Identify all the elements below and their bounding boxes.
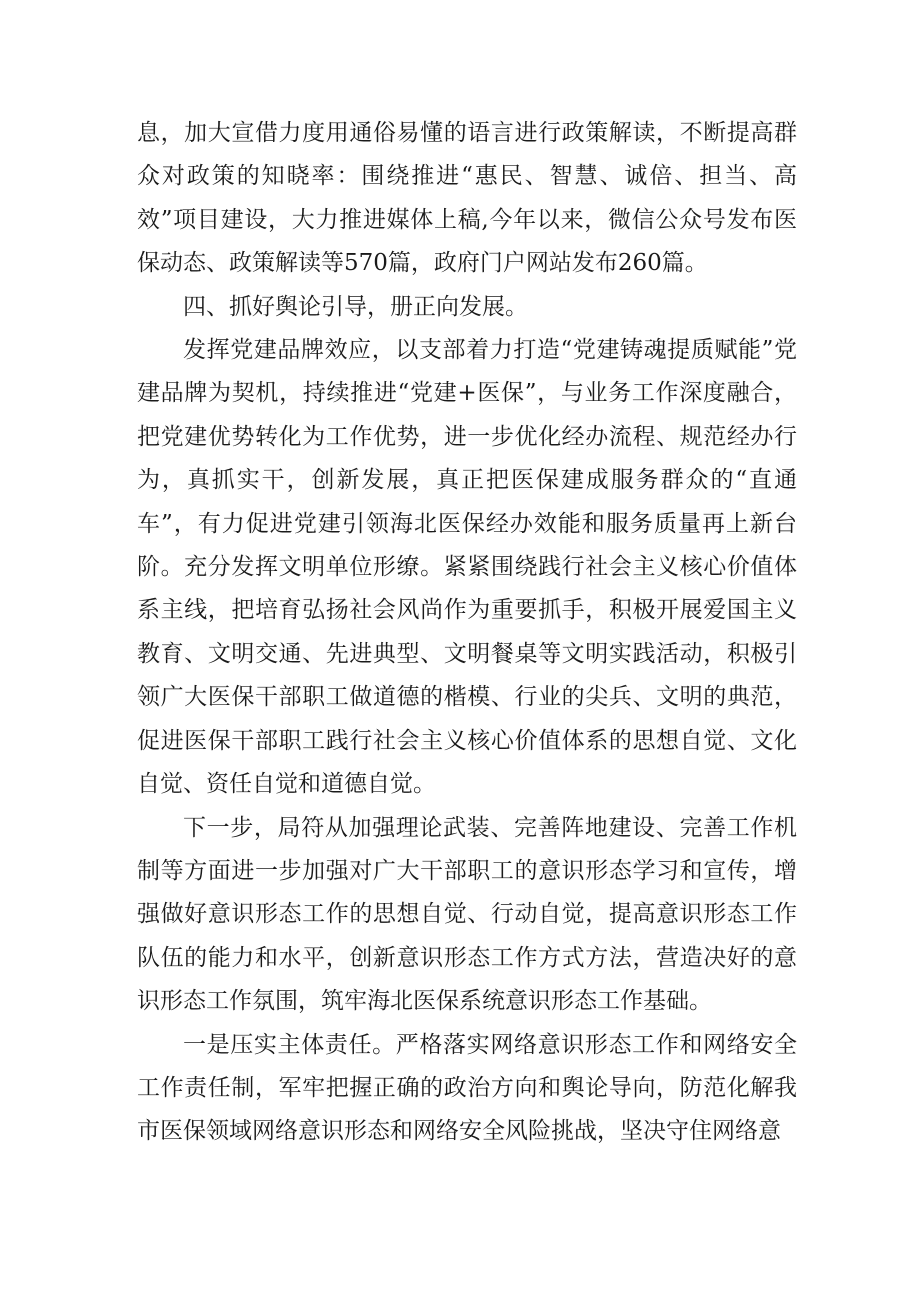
section-heading-four: 四、抓好舆论引导，册正向发展。 — [183, 293, 528, 320]
paragraph-continuation: 息，加大宣借力度用通俗易懂的语言进行政策解读，不断提高群众对政策的知晓率：围绕推进“惠民、智慧、诚倍、担当、高效”项目建设，大力推进媒体上稿,今年以来，微信公众号发布医保动态、政策解读等570篇，政府门户网站发布260篇。 — [137, 120, 797, 277]
paragraph-next-steps: 下一步，局符从加强理论武装、完善阵地建设、完善工作机制等方面进一步加强对广大干部职工的意识形态学习和宣传，增强做好意识形态工作的思想自觉、行动自觉，提高意识形态工作队伍的能力和水平，创新意识形态工作方式方法，营造决好的意识形态工作氛围，筑牢海北医保系统意识形态工作基础。 — [137, 814, 797, 1015]
document-body — [137, 112, 797, 1154]
paragraph-main-responsibility: 一是压实主体责任。严格落实网络意识形态工作和网络安全工作责任制，军牢把握正确的政治方向和舆论导向，防范化解我市医保领域网络意识形态和网络安全风险挑战，坚决守住网络意 — [137, 1031, 797, 1145]
paragraph-party-building: 发挥党建品牌效应，以支部着力打造“党建铸魂提质赋能”党建品牌为契机，持续推进“党建+医保”，与业务工作深度融合，把党建优势转化为工作优势，进一步优化经办流程、规范经办行为，真抓实干，创新发展，真正把医保建成服务群众的“直通车”，有力促进党建引领海北医保经办效能和服务质量再上新台阶。充分发挥文明单位形缭。紧紧围绕践行社会主义核心价值体系主线，把培育弘扬社会风尚作为重要抓手，积极开展爱国主义教育、文明交通、先进典型、文明餐桌等文明实践活动，积极引领广大医保干部职工做道德的楷模、行业的尖兵、文明的典范，促进医保干部职工践行社会主义核心价值体系的思想自觉、文化自觉、资任自觉和道德自觉。 — [137, 337, 797, 798]
